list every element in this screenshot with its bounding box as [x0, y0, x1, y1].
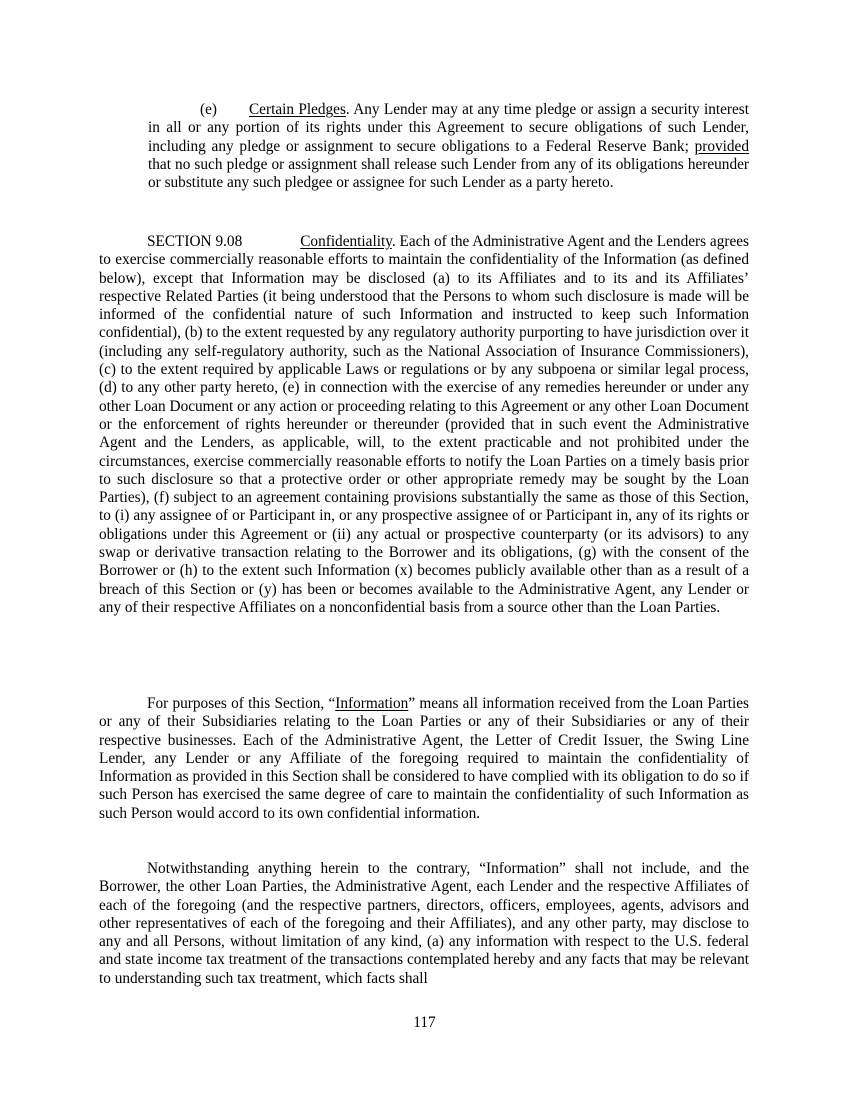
page-number: 117	[413, 1014, 436, 1031]
section-e-paragraph	[148, 101, 749, 192]
section-9-08-paragraph	[99, 233, 749, 617]
section-9-08	[99, 233, 749, 617]
section-e-text-b: that no such pledge or assignment shall release such Lender from any of its obligations hereunder or substitute any such pledgee or assignee for such Lender as a party hereto.	[148, 155, 749, 192]
information-definition	[99, 695, 749, 823]
section-e	[148, 101, 749, 192]
information-text: ” means all information received from the Loan Parties or any of their Subsidiaries relating to the Loan Parties or any of their Subsidiaries or any of their respective businesses. Each of the Administrative Agent, the Letter of Credit Issuer, the Swing Line Lender, any Lender or any Affiliate of the foregoing required to maintain the confidentiality of Information as provided in this Section shall be considered to have complied with its obligation to do so if such Person has exercised the same degree of care to maintain the confidentiality of such Information as such Person would accord to its own confidential information.	[99, 695, 750, 822]
provided-term: provided	[694, 137, 749, 155]
section-heading-confidentiality: Confidentiality	[300, 233, 392, 250]
information-lead: For purposes of this Section, “	[147, 695, 336, 712]
information-paragraph	[99, 695, 749, 823]
section-e-label: (e)	[200, 101, 217, 118]
section-e-heading: Certain Pledges	[248, 101, 346, 118]
section-e-text-a: . Any Lender may at any time pledge or assign a security interest in all or any portion of its rights under this Agreement to secure obligations of such Lender, including any pledge or assignment to secure obligations to a Federal Reserve Bank;	[148, 101, 749, 155]
section-9-08-text: . Each of the Administrative Agent and the Lenders agrees to exercise commercially reasonable efforts to maintain the confidentiality of the Information (as defined below), except that Information may be disclosed (a) to its Affiliates and to its and its Affiliates’ respective Related Parties (it being understood that the Persons to whom such disclosure is made will be informed of the confidential nature of such Information and instructed to keep such Information confidential), (b) to the extent requested by any regulatory authority purporting to have jurisdiction over it (including any self-regulatory authority, such as the National Association of Insurance Commissioners), (c) to the extent required by applicable Laws or regulations or by any subpoena or similar legal process, (d) to any other party hereto, (e) in connection with the exercise of any remedies hereunder or under any other Loan Document or any action or proceeding relating to this Agreement or any other Loan Document or the enforcement of rights hereunder or thereunder (provided that in such event the Administrative Agent and the Lenders, as applicable, will, to the extent practicable and not prohibited under the circumstances, exercise commercially reasonable efforts to notify the Loan Parties on a timely basis prior to such disclosure so that a protective order or other appropriate remedy may be sought by the Loan Parties), (f) subject to an agreement containing provisions substantially the same as those of this Section, to (i) any assignee of or Participant in, or any prospective assignee of or Participant in, any of its rights or obligations under this Agreement or (ii) any actual or prospective counterparty (or its advisors) to any swap or derivative transaction relating to the Borrower and its obligations, (g) with the consent of the Borrower or (h) to the extent such Information (x) becomes publicly available other than as a result of a breach of this Section or (y) has been or becomes available to the Administrative Agent, any Lender or any of their respective Affiliates on a nonconfidential basis from a source other than the Loan Parties.	[99, 233, 749, 616]
notwithstanding-paragraph: Notwithstanding anything herein to the contrary, “Information” shall not include, and the Borrower, the other Loan Parties, the Administrative Agent, each Lender and the respective Affiliates of each of the foregoing (and the respective partners, directors, officers, employees, agents, advisors and other representatives of each of the foregoing and their Affiliates), and any other party, may disclose to any and all Persons, without limitation of any kind, (a) any information with respect to the U.S. federal and state income tax treatment of the transactions contemplated hereby and any facts that may be relevant to understanding such tax treatment, which facts shall	[99, 860, 749, 987]
section-number: SECTION 9.08	[147, 233, 243, 250]
information-term: Information	[335, 695, 409, 712]
notwithstanding-section	[99, 860, 749, 988]
